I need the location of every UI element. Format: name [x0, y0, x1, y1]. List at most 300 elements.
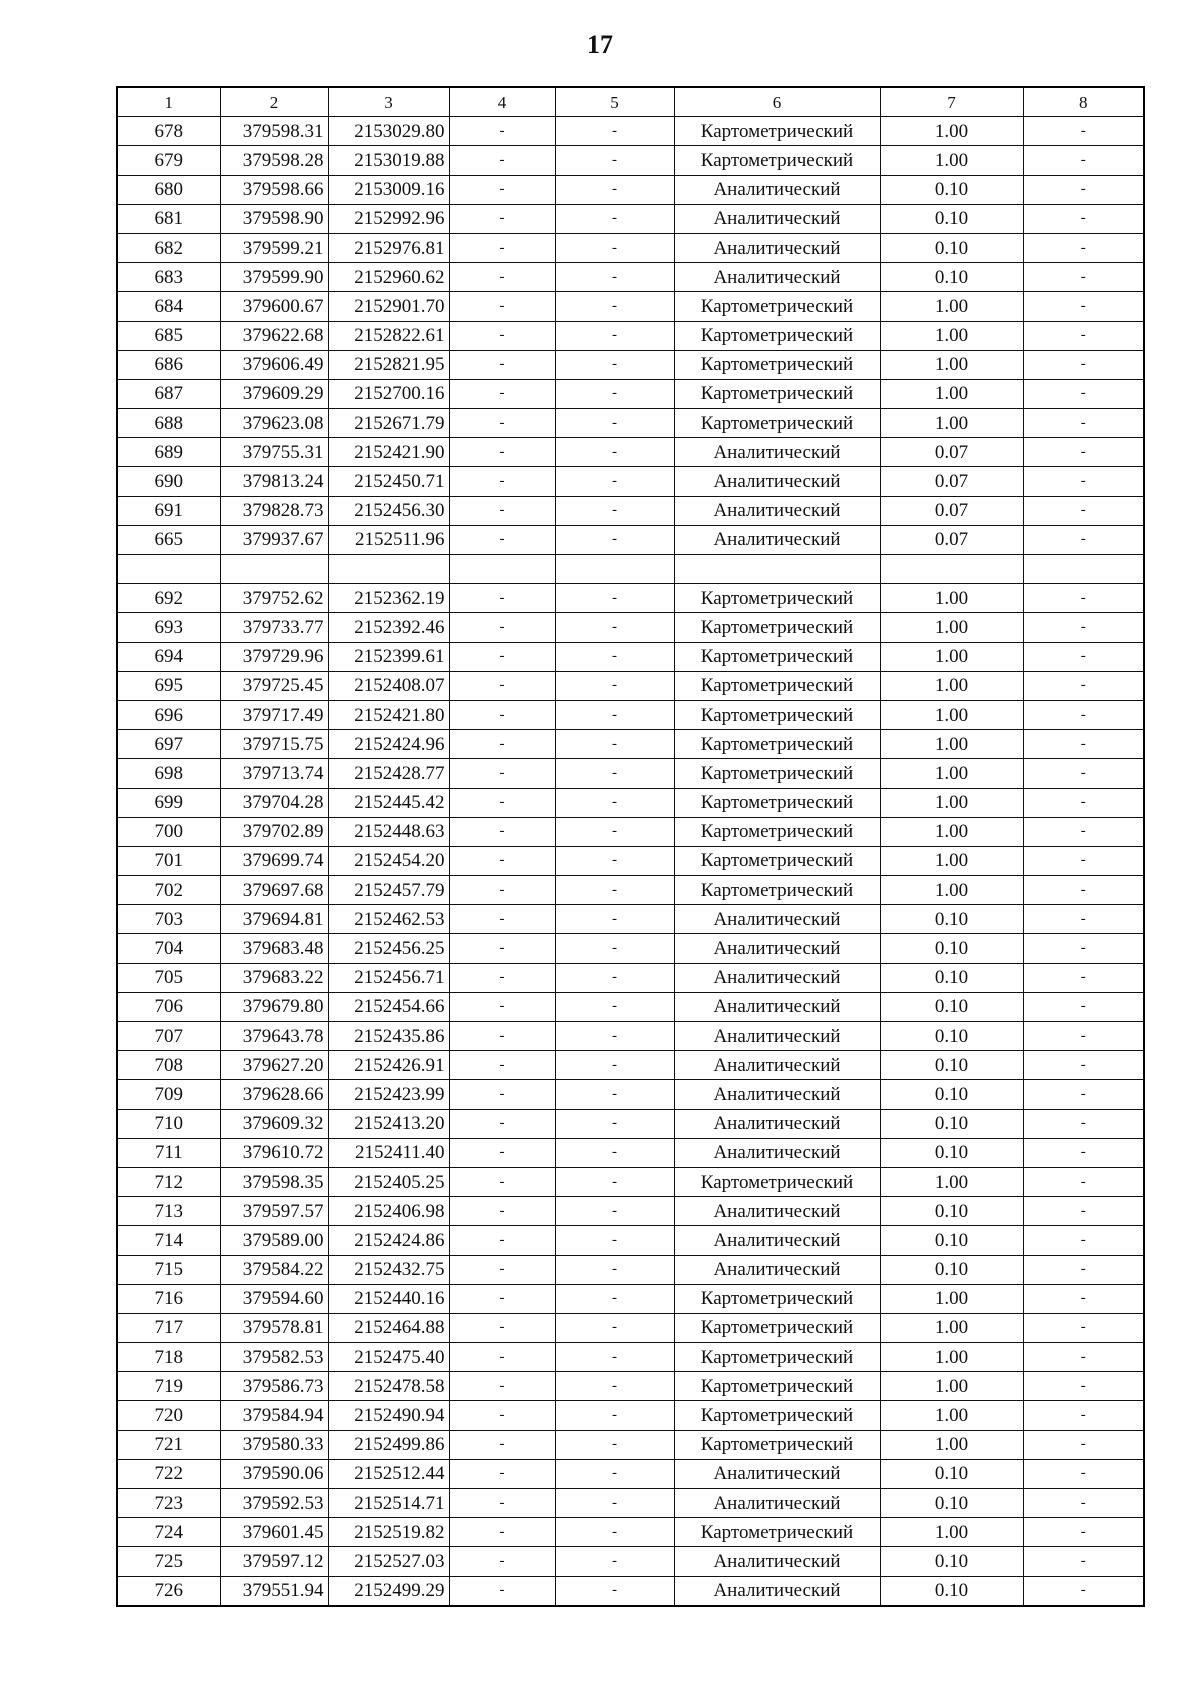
- y-coordinate-cell: 2152456.25: [328, 934, 449, 963]
- x-coordinate-cell: 379592.53: [220, 1489, 328, 1518]
- y-coordinate-cell: 2152421.90: [328, 438, 449, 467]
- x-coordinate-cell: [220, 555, 328, 584]
- accuracy-cell: 1.00: [880, 409, 1023, 438]
- column-8-cell: -: [1023, 525, 1144, 554]
- point-number-cell: 687: [117, 379, 220, 408]
- y-coordinate-cell: 2152457.79: [328, 876, 449, 905]
- column-5-cell: -: [555, 117, 674, 146]
- column-header: 1: [117, 87, 220, 117]
- y-coordinate-cell: [328, 555, 449, 584]
- column-8-cell: -: [1023, 671, 1144, 700]
- accuracy-cell: 1.00: [880, 1518, 1023, 1547]
- column-8-cell: -: [1023, 263, 1144, 292]
- accuracy-cell: 1.00: [880, 1313, 1023, 1342]
- column-5-cell: -: [555, 1459, 674, 1488]
- table-row: [117, 1430, 1144, 1459]
- table-row: [117, 613, 1144, 642]
- method-cell: Аналитический: [674, 1255, 880, 1284]
- column-5-cell: -: [555, 146, 674, 175]
- column-4-cell: -: [449, 1226, 555, 1255]
- column-8-cell: -: [1023, 963, 1144, 992]
- column-5-cell: -: [555, 613, 674, 642]
- x-coordinate-cell: 379597.57: [220, 1197, 328, 1226]
- table-row: [117, 730, 1144, 759]
- y-coordinate-cell: 2152392.46: [328, 613, 449, 642]
- x-coordinate-cell: 379582.53: [220, 1343, 328, 1372]
- column-5-cell: -: [555, 1226, 674, 1255]
- column-4-cell: -: [449, 788, 555, 817]
- column-5-cell: -: [555, 1167, 674, 1196]
- accuracy-cell: 1.00: [880, 876, 1023, 905]
- y-coordinate-cell: 2152527.03: [328, 1547, 449, 1576]
- table-row: [117, 963, 1144, 992]
- column-8-cell: -: [1023, 1197, 1144, 1226]
- column-4-cell: -: [449, 613, 555, 642]
- column-8-cell: -: [1023, 1430, 1144, 1459]
- point-number-cell: 720: [117, 1401, 220, 1430]
- table-row: [117, 1313, 1144, 1342]
- x-coordinate-cell: 379590.06: [220, 1459, 328, 1488]
- y-coordinate-cell: 2153009.16: [328, 175, 449, 204]
- table-row: [117, 1197, 1144, 1226]
- x-coordinate-cell: 379584.22: [220, 1255, 328, 1284]
- column-5-cell: -: [555, 876, 674, 905]
- method-cell: Аналитический: [674, 467, 880, 496]
- x-coordinate-cell: 379598.35: [220, 1167, 328, 1196]
- method-cell: Аналитический: [674, 1051, 880, 1080]
- point-number-cell: 693: [117, 613, 220, 642]
- column-5-cell: -: [555, 1547, 674, 1576]
- table-row: [117, 555, 1144, 584]
- column-4-cell: -: [449, 584, 555, 613]
- method-cell: [674, 555, 880, 584]
- column-5-cell: -: [555, 817, 674, 846]
- column-5-cell: -: [555, 1109, 674, 1138]
- table-row: [117, 379, 1144, 408]
- method-cell: Картометрический: [674, 1518, 880, 1547]
- column-4-cell: -: [449, 409, 555, 438]
- column-8-cell: -: [1023, 496, 1144, 525]
- column-8-cell: -: [1023, 409, 1144, 438]
- accuracy-cell: 0.07: [880, 525, 1023, 554]
- column-4-cell: -: [449, 1138, 555, 1167]
- table-row: [117, 876, 1144, 905]
- table-row: [117, 1080, 1144, 1109]
- y-coordinate-cell: 2152411.40: [328, 1138, 449, 1167]
- column-4-cell: -: [449, 496, 555, 525]
- accuracy-cell: 1.00: [880, 846, 1023, 875]
- column-5-cell: -: [555, 204, 674, 233]
- table-row: [117, 788, 1144, 817]
- y-coordinate-cell: 2152499.29: [328, 1576, 449, 1606]
- method-cell: Аналитический: [674, 905, 880, 934]
- table-row: [117, 1489, 1144, 1518]
- accuracy-cell: 1.00: [880, 292, 1023, 321]
- y-coordinate-cell: 2152462.53: [328, 905, 449, 934]
- column-4-cell: -: [449, 992, 555, 1021]
- column-4-cell: -: [449, 817, 555, 846]
- point-number-cell: 712: [117, 1167, 220, 1196]
- accuracy-cell: 0.10: [880, 1109, 1023, 1138]
- table-row: [117, 817, 1144, 846]
- x-coordinate-cell: 379755.31: [220, 438, 328, 467]
- table-row: [117, 1401, 1144, 1430]
- x-coordinate-cell: 379697.68: [220, 876, 328, 905]
- method-cell: Аналитический: [674, 992, 880, 1021]
- method-cell: Картометрический: [674, 1401, 880, 1430]
- point-number-cell: 696: [117, 700, 220, 729]
- y-coordinate-cell: 2152478.58: [328, 1372, 449, 1401]
- table-row: [117, 146, 1144, 175]
- column-5-cell: -: [555, 1255, 674, 1284]
- y-coordinate-cell: 2152700.16: [328, 379, 449, 408]
- method-cell: Картометрический: [674, 817, 880, 846]
- accuracy-cell: 1.00: [880, 379, 1023, 408]
- column-8-cell: -: [1023, 1576, 1144, 1606]
- method-cell: Картометрический: [674, 350, 880, 379]
- column-4-cell: -: [449, 204, 555, 233]
- method-cell: Картометрический: [674, 409, 880, 438]
- column-5-cell: -: [555, 759, 674, 788]
- x-coordinate-cell: 379694.81: [220, 905, 328, 934]
- point-number-cell: 707: [117, 1022, 220, 1051]
- column-8-cell: -: [1023, 1284, 1144, 1313]
- column-8-cell: -: [1023, 1255, 1144, 1284]
- accuracy-cell: 0.10: [880, 963, 1023, 992]
- y-coordinate-cell: 2152406.98: [328, 1197, 449, 1226]
- table-row: [117, 671, 1144, 700]
- y-coordinate-cell: 2152454.20: [328, 846, 449, 875]
- table-row: [117, 204, 1144, 233]
- x-coordinate-cell: 379580.33: [220, 1430, 328, 1459]
- point-number-cell: 688: [117, 409, 220, 438]
- x-coordinate-cell: 379609.29: [220, 379, 328, 408]
- point-number-cell: 719: [117, 1372, 220, 1401]
- column-5-cell: -: [555, 321, 674, 350]
- x-coordinate-cell: 379828.73: [220, 496, 328, 525]
- method-cell: Картометрический: [674, 876, 880, 905]
- method-cell: Картометрический: [674, 1313, 880, 1342]
- x-coordinate-cell: 379717.49: [220, 700, 328, 729]
- column-8-cell: -: [1023, 817, 1144, 846]
- column-5-cell: -: [555, 671, 674, 700]
- column-8-cell: -: [1023, 321, 1144, 350]
- column-4-cell: -: [449, 1459, 555, 1488]
- y-coordinate-cell: 2152362.19: [328, 584, 449, 613]
- column-5-cell: -: [555, 992, 674, 1021]
- accuracy-cell: 1.00: [880, 671, 1023, 700]
- accuracy-cell: 0.10: [880, 992, 1023, 1021]
- column-8-cell: -: [1023, 292, 1144, 321]
- column-5-cell: -: [555, 730, 674, 759]
- method-cell: Аналитический: [674, 1547, 880, 1576]
- column-8-cell: -: [1023, 379, 1144, 408]
- coordinates-table: [116, 86, 1145, 1607]
- method-cell: Аналитический: [674, 1138, 880, 1167]
- y-coordinate-cell: 2152960.62: [328, 263, 449, 292]
- column-4-cell: -: [449, 1343, 555, 1372]
- column-5-cell: -: [555, 233, 674, 262]
- y-coordinate-cell: 2152671.79: [328, 409, 449, 438]
- column-8-cell: -: [1023, 1372, 1144, 1401]
- column-8-cell: -: [1023, 730, 1144, 759]
- column-8-cell: -: [1023, 1080, 1144, 1109]
- y-coordinate-cell: 2152426.91: [328, 1051, 449, 1080]
- column-8-cell: -: [1023, 1051, 1144, 1080]
- column-4-cell: -: [449, 1489, 555, 1518]
- column-4-cell: -: [449, 1080, 555, 1109]
- y-coordinate-cell: 2152424.86: [328, 1226, 449, 1255]
- column-8-cell: [1023, 555, 1144, 584]
- point-number-cell: 700: [117, 817, 220, 846]
- point-number-cell: 697: [117, 730, 220, 759]
- accuracy-cell: 0.10: [880, 1576, 1023, 1606]
- x-coordinate-cell: 379598.28: [220, 146, 328, 175]
- column-8-cell: -: [1023, 934, 1144, 963]
- method-cell: Картометрический: [674, 759, 880, 788]
- column-header: 4: [449, 87, 555, 117]
- column-5-cell: -: [555, 263, 674, 292]
- y-coordinate-cell: 2152435.86: [328, 1022, 449, 1051]
- point-number-cell: 716: [117, 1284, 220, 1313]
- x-coordinate-cell: 379598.31: [220, 117, 328, 146]
- accuracy-cell: 0.10: [880, 1547, 1023, 1576]
- method-cell: Аналитический: [674, 233, 880, 262]
- table-row: [117, 1284, 1144, 1313]
- column-4-cell: -: [449, 759, 555, 788]
- point-number-cell: 715: [117, 1255, 220, 1284]
- table-row: [117, 292, 1144, 321]
- accuracy-cell: 1.00: [880, 642, 1023, 671]
- table-row: [117, 1138, 1144, 1167]
- table-row: [117, 350, 1144, 379]
- column-8-cell: -: [1023, 175, 1144, 204]
- x-coordinate-cell: 379733.77: [220, 613, 328, 642]
- column-5-cell: -: [555, 1343, 674, 1372]
- column-header: 3: [328, 87, 449, 117]
- column-4-cell: -: [449, 905, 555, 934]
- column-4-cell: -: [449, 525, 555, 554]
- y-coordinate-cell: 2152423.99: [328, 1080, 449, 1109]
- point-number-cell: 706: [117, 992, 220, 1021]
- x-coordinate-cell: 379597.12: [220, 1547, 328, 1576]
- column-5-cell: -: [555, 496, 674, 525]
- accuracy-cell: 1.00: [880, 700, 1023, 729]
- table-row: [117, 584, 1144, 613]
- table-row: [117, 992, 1144, 1021]
- method-cell: Картометрический: [674, 700, 880, 729]
- y-coordinate-cell: 2152450.71: [328, 467, 449, 496]
- x-coordinate-cell: 379725.45: [220, 671, 328, 700]
- method-cell: Аналитический: [674, 438, 880, 467]
- table-row: [117, 1051, 1144, 1080]
- column-8-cell: -: [1023, 584, 1144, 613]
- column-5-cell: -: [555, 788, 674, 817]
- y-coordinate-cell: 2152448.63: [328, 817, 449, 846]
- column-8-cell: -: [1023, 233, 1144, 262]
- method-cell: Картометрический: [674, 1372, 880, 1401]
- point-number-cell: 714: [117, 1226, 220, 1255]
- column-header: 8: [1023, 87, 1144, 117]
- column-5-cell: -: [555, 905, 674, 934]
- column-4-cell: -: [449, 1576, 555, 1606]
- point-number-cell: 682: [117, 233, 220, 262]
- table-row: [117, 846, 1144, 875]
- accuracy-cell: 1.00: [880, 1401, 1023, 1430]
- column-4-cell: -: [449, 1430, 555, 1459]
- column-4-cell: -: [449, 117, 555, 146]
- point-number-cell: 690: [117, 467, 220, 496]
- table-row: [117, 409, 1144, 438]
- column-8-cell: -: [1023, 1167, 1144, 1196]
- point-number-cell: 681: [117, 204, 220, 233]
- column-5-cell: -: [555, 1022, 674, 1051]
- column-5-cell: -: [555, 1197, 674, 1226]
- y-coordinate-cell: 2152992.96: [328, 204, 449, 233]
- accuracy-cell: 0.10: [880, 233, 1023, 262]
- column-header: 5: [555, 87, 674, 117]
- column-5-cell: -: [555, 1489, 674, 1518]
- column-8-cell: -: [1023, 1489, 1144, 1518]
- method-cell: Аналитический: [674, 1109, 880, 1138]
- column-4-cell: -: [449, 934, 555, 963]
- point-number-cell: 708: [117, 1051, 220, 1080]
- point-number-cell: 701: [117, 846, 220, 875]
- accuracy-cell: 1.00: [880, 1372, 1023, 1401]
- column-8-cell: -: [1023, 613, 1144, 642]
- y-coordinate-cell: 2152424.96: [328, 730, 449, 759]
- accuracy-cell: 0.10: [880, 204, 1023, 233]
- y-coordinate-cell: 2153029.80: [328, 117, 449, 146]
- table-row: [117, 1022, 1144, 1051]
- accuracy-cell: 0.10: [880, 1080, 1023, 1109]
- column-8-cell: -: [1023, 992, 1144, 1021]
- point-number-cell: 722: [117, 1459, 220, 1488]
- x-coordinate-cell: 379610.72: [220, 1138, 328, 1167]
- column-5-cell: -: [555, 963, 674, 992]
- accuracy-cell: 0.10: [880, 1226, 1023, 1255]
- column-5-cell: -: [555, 700, 674, 729]
- method-cell: Картометрический: [674, 146, 880, 175]
- y-coordinate-cell: 2152822.61: [328, 321, 449, 350]
- x-coordinate-cell: 379551.94: [220, 1576, 328, 1606]
- method-cell: Картометрический: [674, 584, 880, 613]
- column-5-cell: -: [555, 584, 674, 613]
- column-5-cell: -: [555, 846, 674, 875]
- accuracy-cell: 1.00: [880, 117, 1023, 146]
- x-coordinate-cell: 379715.75: [220, 730, 328, 759]
- point-number-cell: 689: [117, 438, 220, 467]
- point-number-cell: 683: [117, 263, 220, 292]
- accuracy-cell: 0.10: [880, 1255, 1023, 1284]
- table-row: [117, 1343, 1144, 1372]
- y-coordinate-cell: 2152512.44: [328, 1459, 449, 1488]
- x-coordinate-cell: 379683.22: [220, 963, 328, 992]
- x-coordinate-cell: 379729.96: [220, 642, 328, 671]
- x-coordinate-cell: 379589.00: [220, 1226, 328, 1255]
- column-4-cell: -: [449, 146, 555, 175]
- accuracy-cell: 0.10: [880, 1197, 1023, 1226]
- x-coordinate-cell: 379623.08: [220, 409, 328, 438]
- point-number-cell: 713: [117, 1197, 220, 1226]
- y-coordinate-cell: 2152413.20: [328, 1109, 449, 1138]
- y-coordinate-cell: 2152464.88: [328, 1313, 449, 1342]
- table-row: [117, 233, 1144, 262]
- point-number-cell: 684: [117, 292, 220, 321]
- y-coordinate-cell: 2152440.16: [328, 1284, 449, 1313]
- column-4-cell: -: [449, 730, 555, 759]
- column-5-cell: -: [555, 1313, 674, 1342]
- method-cell: Аналитический: [674, 1576, 880, 1606]
- column-5-cell: -: [555, 1080, 674, 1109]
- y-coordinate-cell: 2152475.40: [328, 1343, 449, 1372]
- accuracy-cell: 1.00: [880, 759, 1023, 788]
- point-number-cell: 726: [117, 1576, 220, 1606]
- x-coordinate-cell: 379600.67: [220, 292, 328, 321]
- y-coordinate-cell: 2152428.77: [328, 759, 449, 788]
- column-8-cell: -: [1023, 1547, 1144, 1576]
- x-coordinate-cell: 379699.74: [220, 846, 328, 875]
- column-8-cell: -: [1023, 204, 1144, 233]
- column-5-cell: [555, 555, 674, 584]
- method-cell: Аналитический: [674, 934, 880, 963]
- column-5-cell: -: [555, 1518, 674, 1547]
- y-coordinate-cell: 2152490.94: [328, 1401, 449, 1430]
- column-5-cell: -: [555, 1430, 674, 1459]
- point-number-cell: 721: [117, 1430, 220, 1459]
- point-number-cell: 686: [117, 350, 220, 379]
- column-8-cell: -: [1023, 876, 1144, 905]
- column-4-cell: -: [449, 292, 555, 321]
- column-4-cell: -: [449, 1109, 555, 1138]
- point-number-cell: 698: [117, 759, 220, 788]
- column-8-cell: -: [1023, 1109, 1144, 1138]
- accuracy-cell: 0.10: [880, 1138, 1023, 1167]
- column-4-cell: -: [449, 1372, 555, 1401]
- accuracy-cell: 0.10: [880, 905, 1023, 934]
- column-5-cell: -: [555, 175, 674, 204]
- column-8-cell: -: [1023, 1459, 1144, 1488]
- column-8-cell: -: [1023, 1343, 1144, 1372]
- column-8-cell: -: [1023, 146, 1144, 175]
- method-cell: Картометрический: [674, 379, 880, 408]
- column-4-cell: -: [449, 233, 555, 262]
- column-8-cell: -: [1023, 700, 1144, 729]
- table-row: [117, 905, 1144, 934]
- column-5-cell: -: [555, 379, 674, 408]
- x-coordinate-cell: 379679.80: [220, 992, 328, 1021]
- column-5-cell: -: [555, 1401, 674, 1430]
- x-coordinate-cell: 379702.89: [220, 817, 328, 846]
- accuracy-cell: 1.00: [880, 584, 1023, 613]
- point-number-cell: 705: [117, 963, 220, 992]
- table-row: [117, 117, 1144, 146]
- x-coordinate-cell: 379578.81: [220, 1313, 328, 1342]
- method-cell: Аналитический: [674, 525, 880, 554]
- column-4-cell: -: [449, 1167, 555, 1196]
- point-number-cell: 665: [117, 525, 220, 554]
- y-coordinate-cell: 2152421.80: [328, 700, 449, 729]
- accuracy-cell: 0.10: [880, 1459, 1023, 1488]
- accuracy-cell: 1.00: [880, 350, 1023, 379]
- method-cell: Картометрический: [674, 1167, 880, 1196]
- accuracy-cell: 0.07: [880, 438, 1023, 467]
- accuracy-cell: 0.10: [880, 1489, 1023, 1518]
- column-5-cell: -: [555, 1576, 674, 1606]
- x-coordinate-cell: 379601.45: [220, 1518, 328, 1547]
- accuracy-cell: 1.00: [880, 1167, 1023, 1196]
- x-coordinate-cell: 379713.74: [220, 759, 328, 788]
